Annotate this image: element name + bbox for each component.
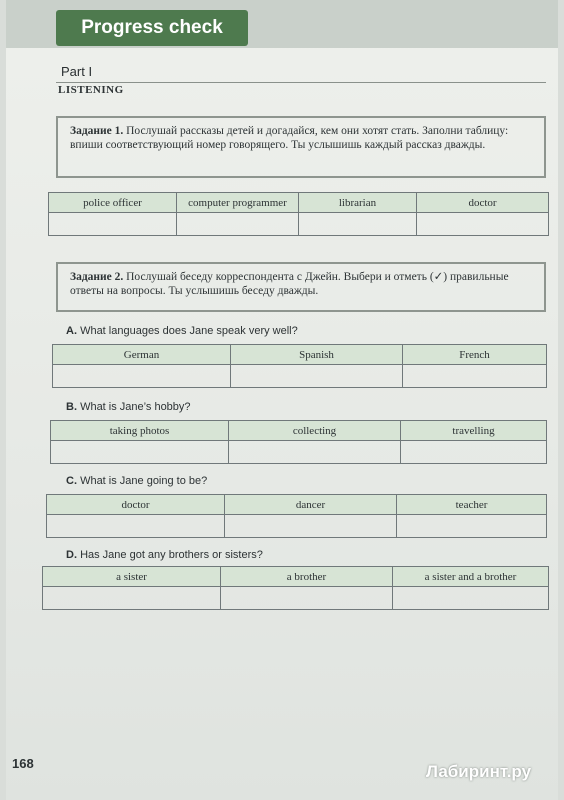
- task1-instruction-box: [56, 116, 546, 178]
- task1-answer-cell[interactable]: [417, 213, 549, 236]
- part-title: Part I: [61, 64, 93, 79]
- task1-table: [48, 192, 549, 236]
- task2-instruction-box: [56, 262, 546, 312]
- checkmark-cell[interactable]: [53, 365, 231, 388]
- checkmark-cell[interactable]: [51, 441, 229, 464]
- question-letter: D.: [66, 549, 77, 561]
- workbook-page: [6, 0, 558, 800]
- checkmark-cell[interactable]: [393, 587, 549, 610]
- question-a: [66, 325, 298, 337]
- checkmark-cell[interactable]: [221, 587, 393, 610]
- task1-answer-cell[interactable]: [177, 213, 299, 236]
- question-letter: A.: [66, 325, 77, 337]
- task2-text: Послушай беседу корреспондента с Джейн. Выбери и отметь (✓) правильные ответы на вопросы. Ты услышишь беседу дважды.: [70, 271, 509, 297]
- task2-label: Задание 2.: [70, 271, 124, 283]
- question-letter: C.: [66, 475, 77, 487]
- option-header: taking photos: [51, 421, 229, 441]
- checkmark-cell[interactable]: [229, 441, 401, 464]
- task1-col-header: librarian: [299, 193, 417, 213]
- task1-label: Задание 1.: [70, 125, 124, 137]
- option-header: a sister: [43, 567, 221, 587]
- checkmark-cell[interactable]: [401, 441, 547, 464]
- checkmark-cell[interactable]: [47, 515, 225, 538]
- option-header: Spanish: [231, 345, 403, 365]
- task1-col-header: police officer: [49, 193, 177, 213]
- checkmark-cell[interactable]: [225, 515, 397, 538]
- option-header: dancer: [225, 495, 397, 515]
- checkmark-cell[interactable]: [231, 365, 403, 388]
- question-letter: B.: [66, 401, 77, 413]
- question-text: What is Jane’s hobby?: [80, 401, 191, 413]
- page-number: 168: [12, 756, 34, 771]
- option-header: collecting: [229, 421, 401, 441]
- watermark-logo: Лабиринт.ру: [426, 762, 532, 781]
- question-text: What languages does Jane speak very well?: [80, 325, 298, 337]
- option-header: travelling: [401, 421, 547, 441]
- task1-answer-cell[interactable]: [299, 213, 417, 236]
- task1-text: Послушай рассказы детей и догадайся, кем они хотят стать. Заполни таблицу: впиши соответствующий номер говорящего. Ты услышишь каждый рассказ дважды.: [70, 125, 509, 151]
- question-d-table: [42, 566, 549, 610]
- page-title: Progress check: [56, 10, 248, 46]
- option-header: a sister and a brother: [393, 567, 549, 587]
- task1-answer-cell[interactable]: [49, 213, 177, 236]
- divider: [56, 82, 546, 83]
- question-c: [66, 475, 207, 487]
- question-a-table: [52, 344, 547, 388]
- checkmark-cell[interactable]: [43, 587, 221, 610]
- question-d: [66, 549, 263, 561]
- question-text: Has Jane got any brothers or sisters?: [80, 549, 263, 561]
- question-c-table: [46, 494, 547, 538]
- option-header: German: [53, 345, 231, 365]
- section-title: LISTENING: [58, 84, 124, 96]
- option-header: teacher: [397, 495, 547, 515]
- question-b-table: [50, 420, 547, 464]
- question-b: [66, 401, 191, 413]
- option-header: French: [403, 345, 547, 365]
- task1-col-header: computer programmer: [177, 193, 299, 213]
- checkmark-cell[interactable]: [403, 365, 547, 388]
- option-header: a brother: [221, 567, 393, 587]
- question-text: What is Jane going to be?: [80, 475, 208, 487]
- option-header: doctor: [47, 495, 225, 515]
- task1-col-header: doctor: [417, 193, 549, 213]
- checkmark-cell[interactable]: [397, 515, 547, 538]
